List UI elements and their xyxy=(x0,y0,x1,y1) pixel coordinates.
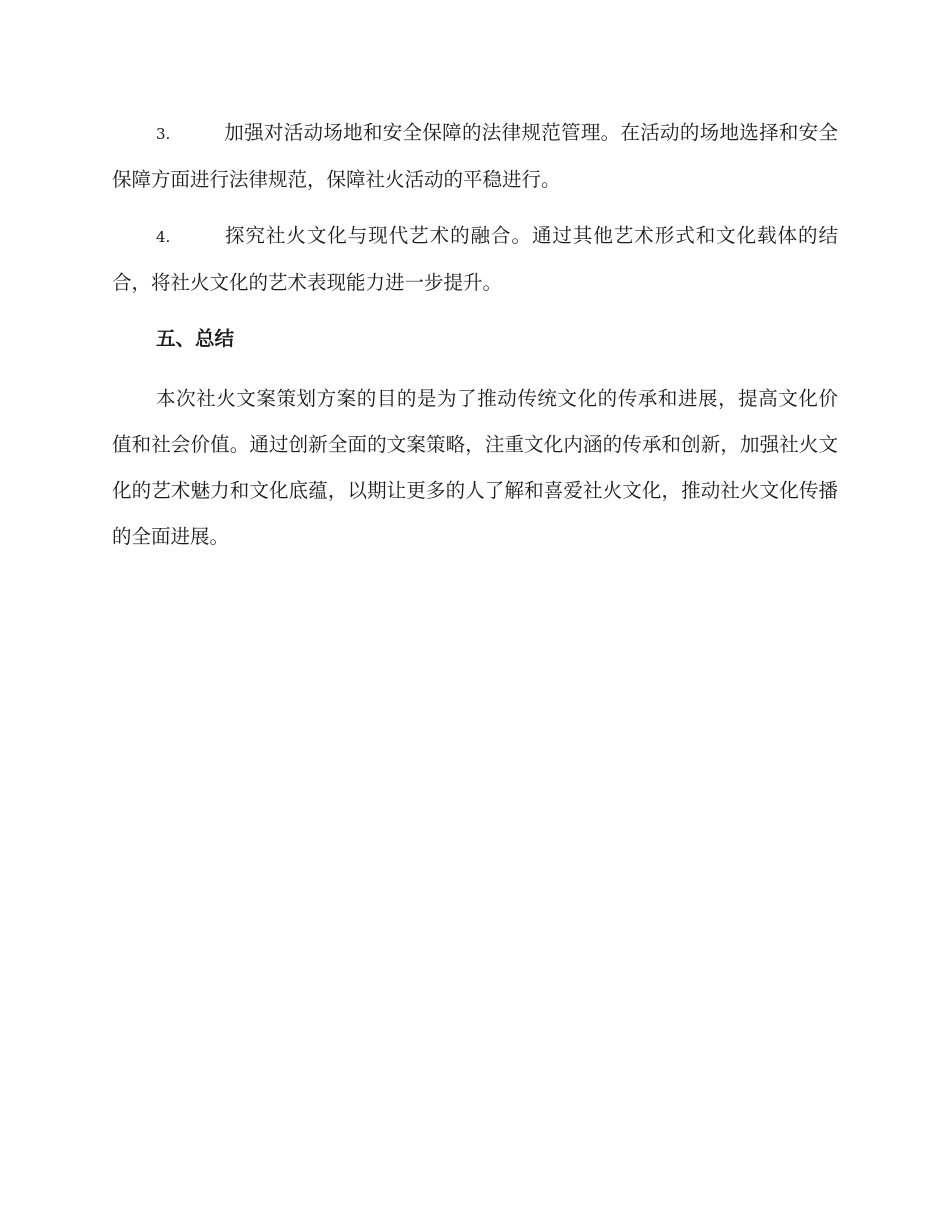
document-body xyxy=(112,110,838,560)
summary-paragraph: 本次社火文案策划方案的目的是为了推动传统文化的传承和进展，提高文化价值和社会价值。通过创新全面的文案策略，注重文化内涵的传承和创新，加强社火文化的艺术魅力和文化底蕴，以期让更多的人了解和喜爱社火文化，推动社火文化传播的全面进展。 xyxy=(112,387,838,548)
list-number: 4. xyxy=(156,228,171,246)
list-item-4 xyxy=(112,213,838,306)
section-heading: 五、总结 xyxy=(156,327,235,350)
list-number: 3. xyxy=(156,125,171,143)
list-item-text: 加强对活动场地和安全保障的法律规范管理。在活动的场地选择和安全保障方面进行法律规范，保障社火活动的平稳进行。 xyxy=(112,121,838,191)
list-item-text: 探究社火文化与现代艺术的融合。通过其他艺术形式和文化载体的结合，将社火文化的艺术表现能力进一步提升。 xyxy=(112,224,838,294)
list-item-3 xyxy=(112,110,838,203)
